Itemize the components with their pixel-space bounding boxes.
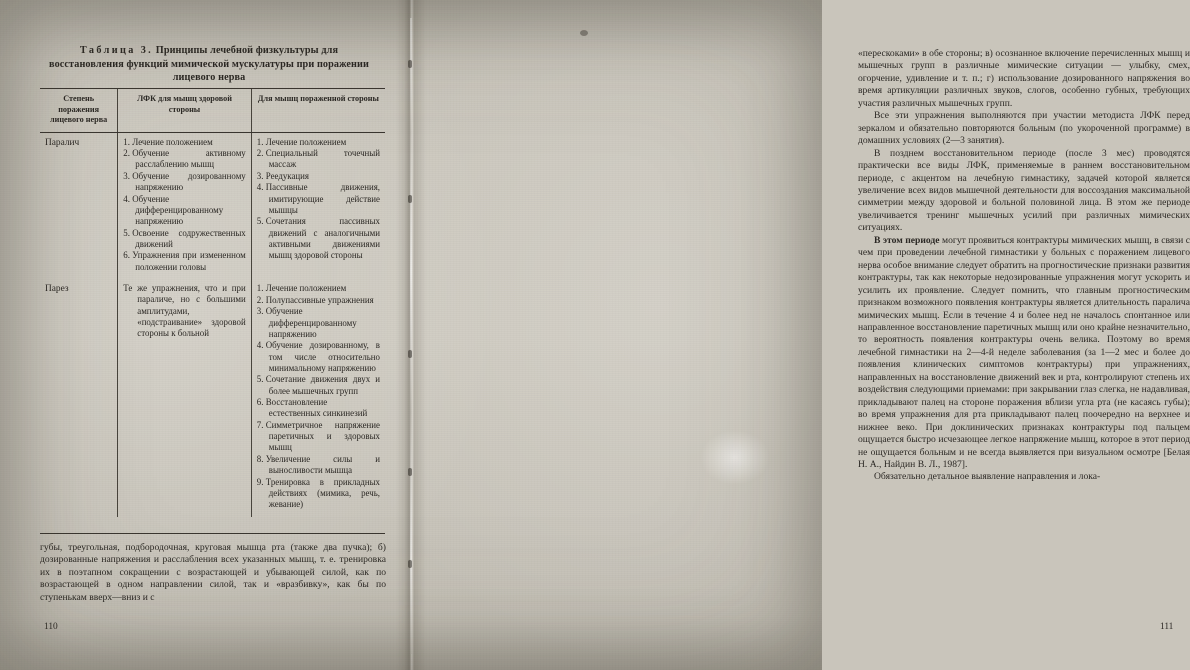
list-item: 8. Увеличение силы и выносливости мышца — [256, 454, 380, 476]
table-caption-label: Таблица 3. — [79, 45, 154, 56]
paragraph-text: могут проявиться контрактуры мимических мышц, в связи с чем при проведении лечебной гимнастики у больных с поражением лицевого нерва особое внимание следует обратить на прогностические признаки развития контрактуры, так как некоторые недозированные упражнения могут ускорить и усилить их проявление. Следует помнить, что главным прогностическим признаком возможного появления контрактуры является длительность паралича мимических мышц. Если в течение 4 и более нед не началось спонтанное или направленное восстановление паретичных мышц или оно крайне незначительно, то вероятность появления контрактуры очень велика. Поэтому во время лечебной гимнастики на 2—4-й неделе заболевания (за 1—2 мес и более до появления клинических симптомов контрактуры) при упражнениях, направленных на восстановление движений век и рта, контролируют степень их воздействия следующими приемами: при закрывании глаз слегка, не надавливая, прикладывают палец на стороне поражения вблизи угла рта (не касаясь губы); во время упражнения для рта прикладывают палец поочередно на верхнее и нижнее веко. При доклинических признаках контрактуры под пальцем ощущается быстро исчезающее легкое напряжение мышц, которое в этот период не ощущается больным и не всегда выявляется при визуальном осмотре [Белая Н. А., Найдин В. Л., 1987]. — [858, 234, 1190, 470]
spine-staple-mark — [408, 195, 412, 203]
spine-staple-mark — [408, 468, 412, 476]
book-spine-fold — [410, 18, 412, 654]
table-header-degree: Степень поражения лицевого нерва — [40, 89, 118, 133]
table-row — [40, 279, 385, 517]
table-header-healthy: ЛФК для мышц здоровой стороны — [118, 89, 252, 133]
folio-right: 111 — [1160, 622, 1174, 632]
table-header-affected: Для мышц пораженной стороны — [251, 89, 385, 133]
list-item: 5. Сочетания пассивных движений с аналогичными активными движениями мышц здоровой стороны — [256, 216, 380, 261]
list-item: 1. Лечение положением — [256, 136, 347, 147]
list-item: 6. Восстановление естественных синкинезий — [256, 397, 368, 419]
page-right — [412, 0, 1190, 670]
table-row — [40, 132, 385, 279]
paragraph: Все эти упражнения выполняются при участии методиста ЛФК перед зеркалом и обязательно повторяются больным (по укороченной программе) в домашних условиях (2—3 занятия). — [858, 110, 1190, 147]
row-affected-paresis — [251, 279, 385, 517]
table-caption — [44, 44, 374, 85]
folio-left: 110 — [44, 622, 58, 632]
list-item: 5. Освоение содружественных движений — [123, 227, 246, 249]
row-healthy-paresis-text: Те же упражнения, что и при параличе, но с большими амплитудами, «подстраивание» здоровой стороны к больной — [123, 283, 246, 339]
list-item: 9. Тренировка в прикладных действиях (мимика, речь, жевание) — [256, 476, 380, 510]
list-item: 4. Пассивные движения, имитирующие действие мышцы — [256, 182, 380, 215]
paragraph: «перескоками» в обе стороны; в) осознанное включение перечисленных мышц и мышечных групп в различные мимические ситуации — улыбку, смех, огорчение, удивление и т. п.; г) использование дозированного напряжения во время артикуляции различных звуков, слогов, особенно губных, требующих участия различных мышечных групп. — [858, 48, 1190, 109]
list-item: 4. Обучение дозированному, в том числе относительно минимальному напряжению — [256, 340, 380, 373]
list-item: 2. Полупассивные упражнения — [256, 294, 374, 305]
list-item: 3. Обучение дозированному напряжению — [123, 170, 246, 193]
paragraph-bold-lead: В этом периоде — [874, 234, 940, 246]
paragraph: Обязательно детальное выявление направления и лока- — [874, 471, 1101, 483]
row-healthy-paresis — [118, 279, 252, 517]
paragraph-contracture — [858, 235, 1190, 472]
list-item: 3. Обучение дифференцированному напряжению — [256, 306, 357, 339]
page-left — [0, 0, 410, 670]
row-degree-paralysis: Паралич — [45, 137, 80, 148]
list-item: 2. Специальный точечный массаж — [256, 148, 380, 170]
spine-staple-mark — [408, 350, 412, 358]
list-item: 1. Лечение положением — [256, 283, 347, 294]
list-item: 4. Обучение дифференцированному напряжению — [123, 193, 224, 227]
table-caption-title: Принципы лечебной физкультуры для восстановления функций мимической мускулатуры при поражении лицевого нерва — [49, 45, 369, 83]
list-item: 1. Лечение положением — [123, 136, 213, 147]
right-page-body — [858, 48, 1190, 484]
table-bottom-rule — [40, 533, 385, 534]
table-lfk-principles — [40, 88, 385, 517]
list-item: 3. Реедукация — [256, 170, 309, 181]
list-item: 2. Обучение активному расслаблению мышц — [123, 148, 246, 170]
left-page-paragraph: губы, треугольная, подбородочная, круговая мышца рта (также два пучка); б) дозированные напряжения и расслабления всех указанных мышц, т. е. тренировка их в поэтапном сокращении с возрастающей и убывающей силой, как по возрастающей в одном направлении силой, так и «вразбивку», как бы по ступенькам вверх—вниз и с — [40, 542, 386, 603]
list-item: 5. Сочетание движения двух и более мышечных групп — [256, 374, 380, 396]
row-healthy-paralysis — [118, 132, 252, 279]
row-degree-paresis: Парез — [45, 284, 69, 295]
spine-staple-mark — [408, 60, 412, 68]
paragraph: В позднем восстановительном периоде (после 3 мес) проводятся практически все виды ЛФК, применяемые в раннем восстановительном периоде, с акцентом на лечебную гимнастику, задачей которой является увеличение всех видов мышечной деятельности для воссоздания максимальной симметрии между здоровой и больной половиной лица. В этом же периоде увеличивается тренинг мышечных усилий при различных мимических ситуациях. — [858, 147, 1190, 234]
list-item: 6. Упражнения при измененном положении головы — [123, 250, 246, 272]
row-affected-paralysis — [251, 132, 385, 279]
spine-staple-mark — [408, 560, 412, 568]
list-item: 7. Симметричное напряжение паретичных и здоровых мышц — [256, 420, 380, 453]
